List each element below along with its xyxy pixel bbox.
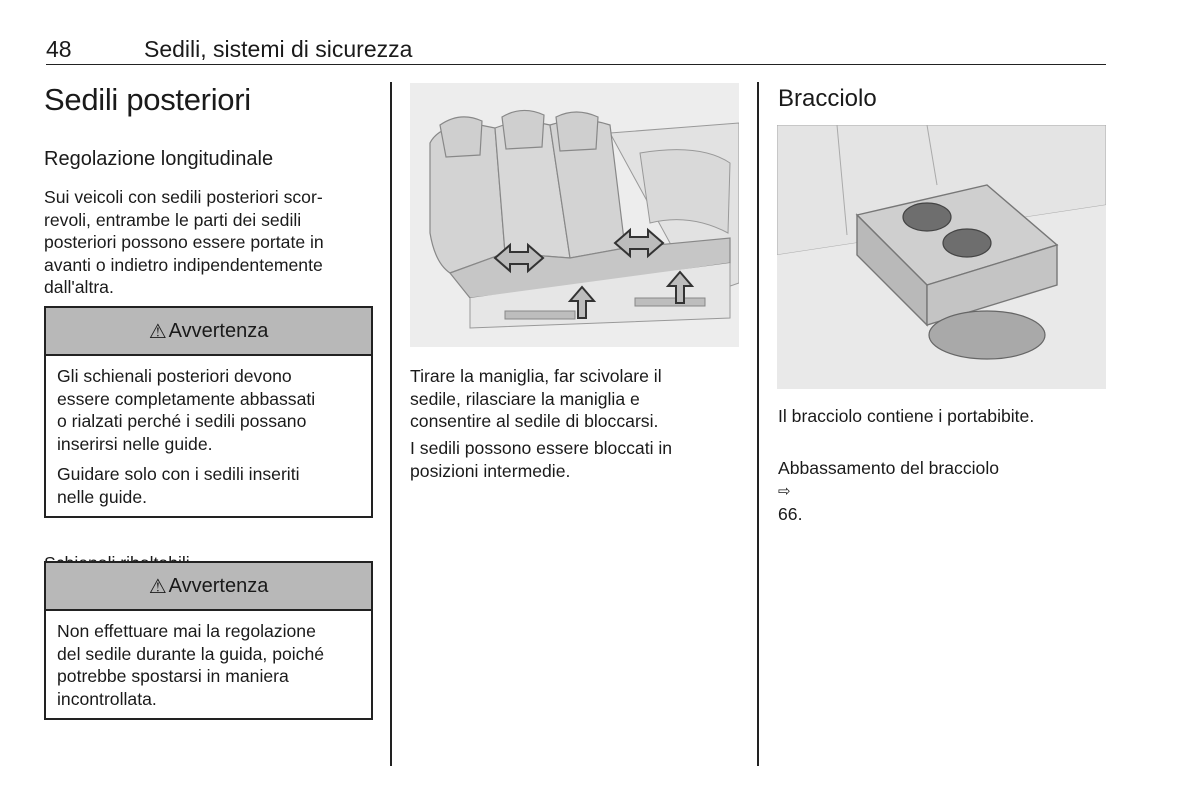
reference-arrow-icon: ⇨ [778, 482, 791, 500]
armrest-paragraph: Il bracciolo contiene i portabibite. [778, 406, 1035, 426]
column-divider [757, 82, 759, 766]
section-title: Sedili posteriori [44, 82, 251, 117]
intro-paragraph: Sui veicoli con sedili posteriori scor- revoli, entrambe le parti dei sedili posteriori possono essere portate in avanti o indietro indipendentemente dall'altra. [44, 187, 324, 297]
instruction-paragraph: I sedili possono essere bloccati in posizioni intermedie. [410, 438, 673, 481]
warning-text: Non effettuare mai la regolazione del sedile durante la guida, poiché potrebbe spostarsi in maniera incontrollata. [57, 621, 325, 709]
section-title: Bracciolo [778, 85, 877, 112]
chapter-title: Sedili, sistemi di sicurezza [144, 36, 413, 62]
instruction-paragraph: Tirare la maniglia, far scivolare il sedile, rilasciare la maniglia e consentire al sedile di bloccarsi. [410, 366, 662, 431]
page-header [46, 36, 1106, 65]
reference-text: Abbassamento del bracciolo [778, 457, 1000, 478]
subsection-title: Regolazione longitudinale [44, 148, 274, 170]
warning-text: Guidare solo con i sedili inseriti nelle guide. [57, 464, 300, 507]
warning-body [46, 356, 371, 516]
warning-body [46, 611, 371, 718]
warning-heading: Avvertenza [168, 574, 269, 597]
warning-text: Gli schienali posteriori devono essere completamente abbassati o rialzati perché i sedili possano inserirsi nelle guide. [57, 366, 316, 454]
warning-box [44, 306, 373, 518]
warning-header [46, 308, 371, 356]
reference-page: 66. [778, 503, 803, 524]
column-divider [390, 82, 392, 766]
page-number: 48 [46, 36, 72, 62]
armrest-illustration [777, 125, 1106, 389]
warning-box [44, 561, 373, 720]
rear-seat-illustration [410, 83, 739, 347]
warning-triangle-icon: ⚠ [148, 319, 167, 343]
cross-reference[interactable] [778, 434, 1108, 525]
warning-header [46, 563, 371, 611]
warning-triangle-icon: ⚠ [148, 574, 167, 598]
warning-heading: Avvertenza [168, 319, 269, 342]
